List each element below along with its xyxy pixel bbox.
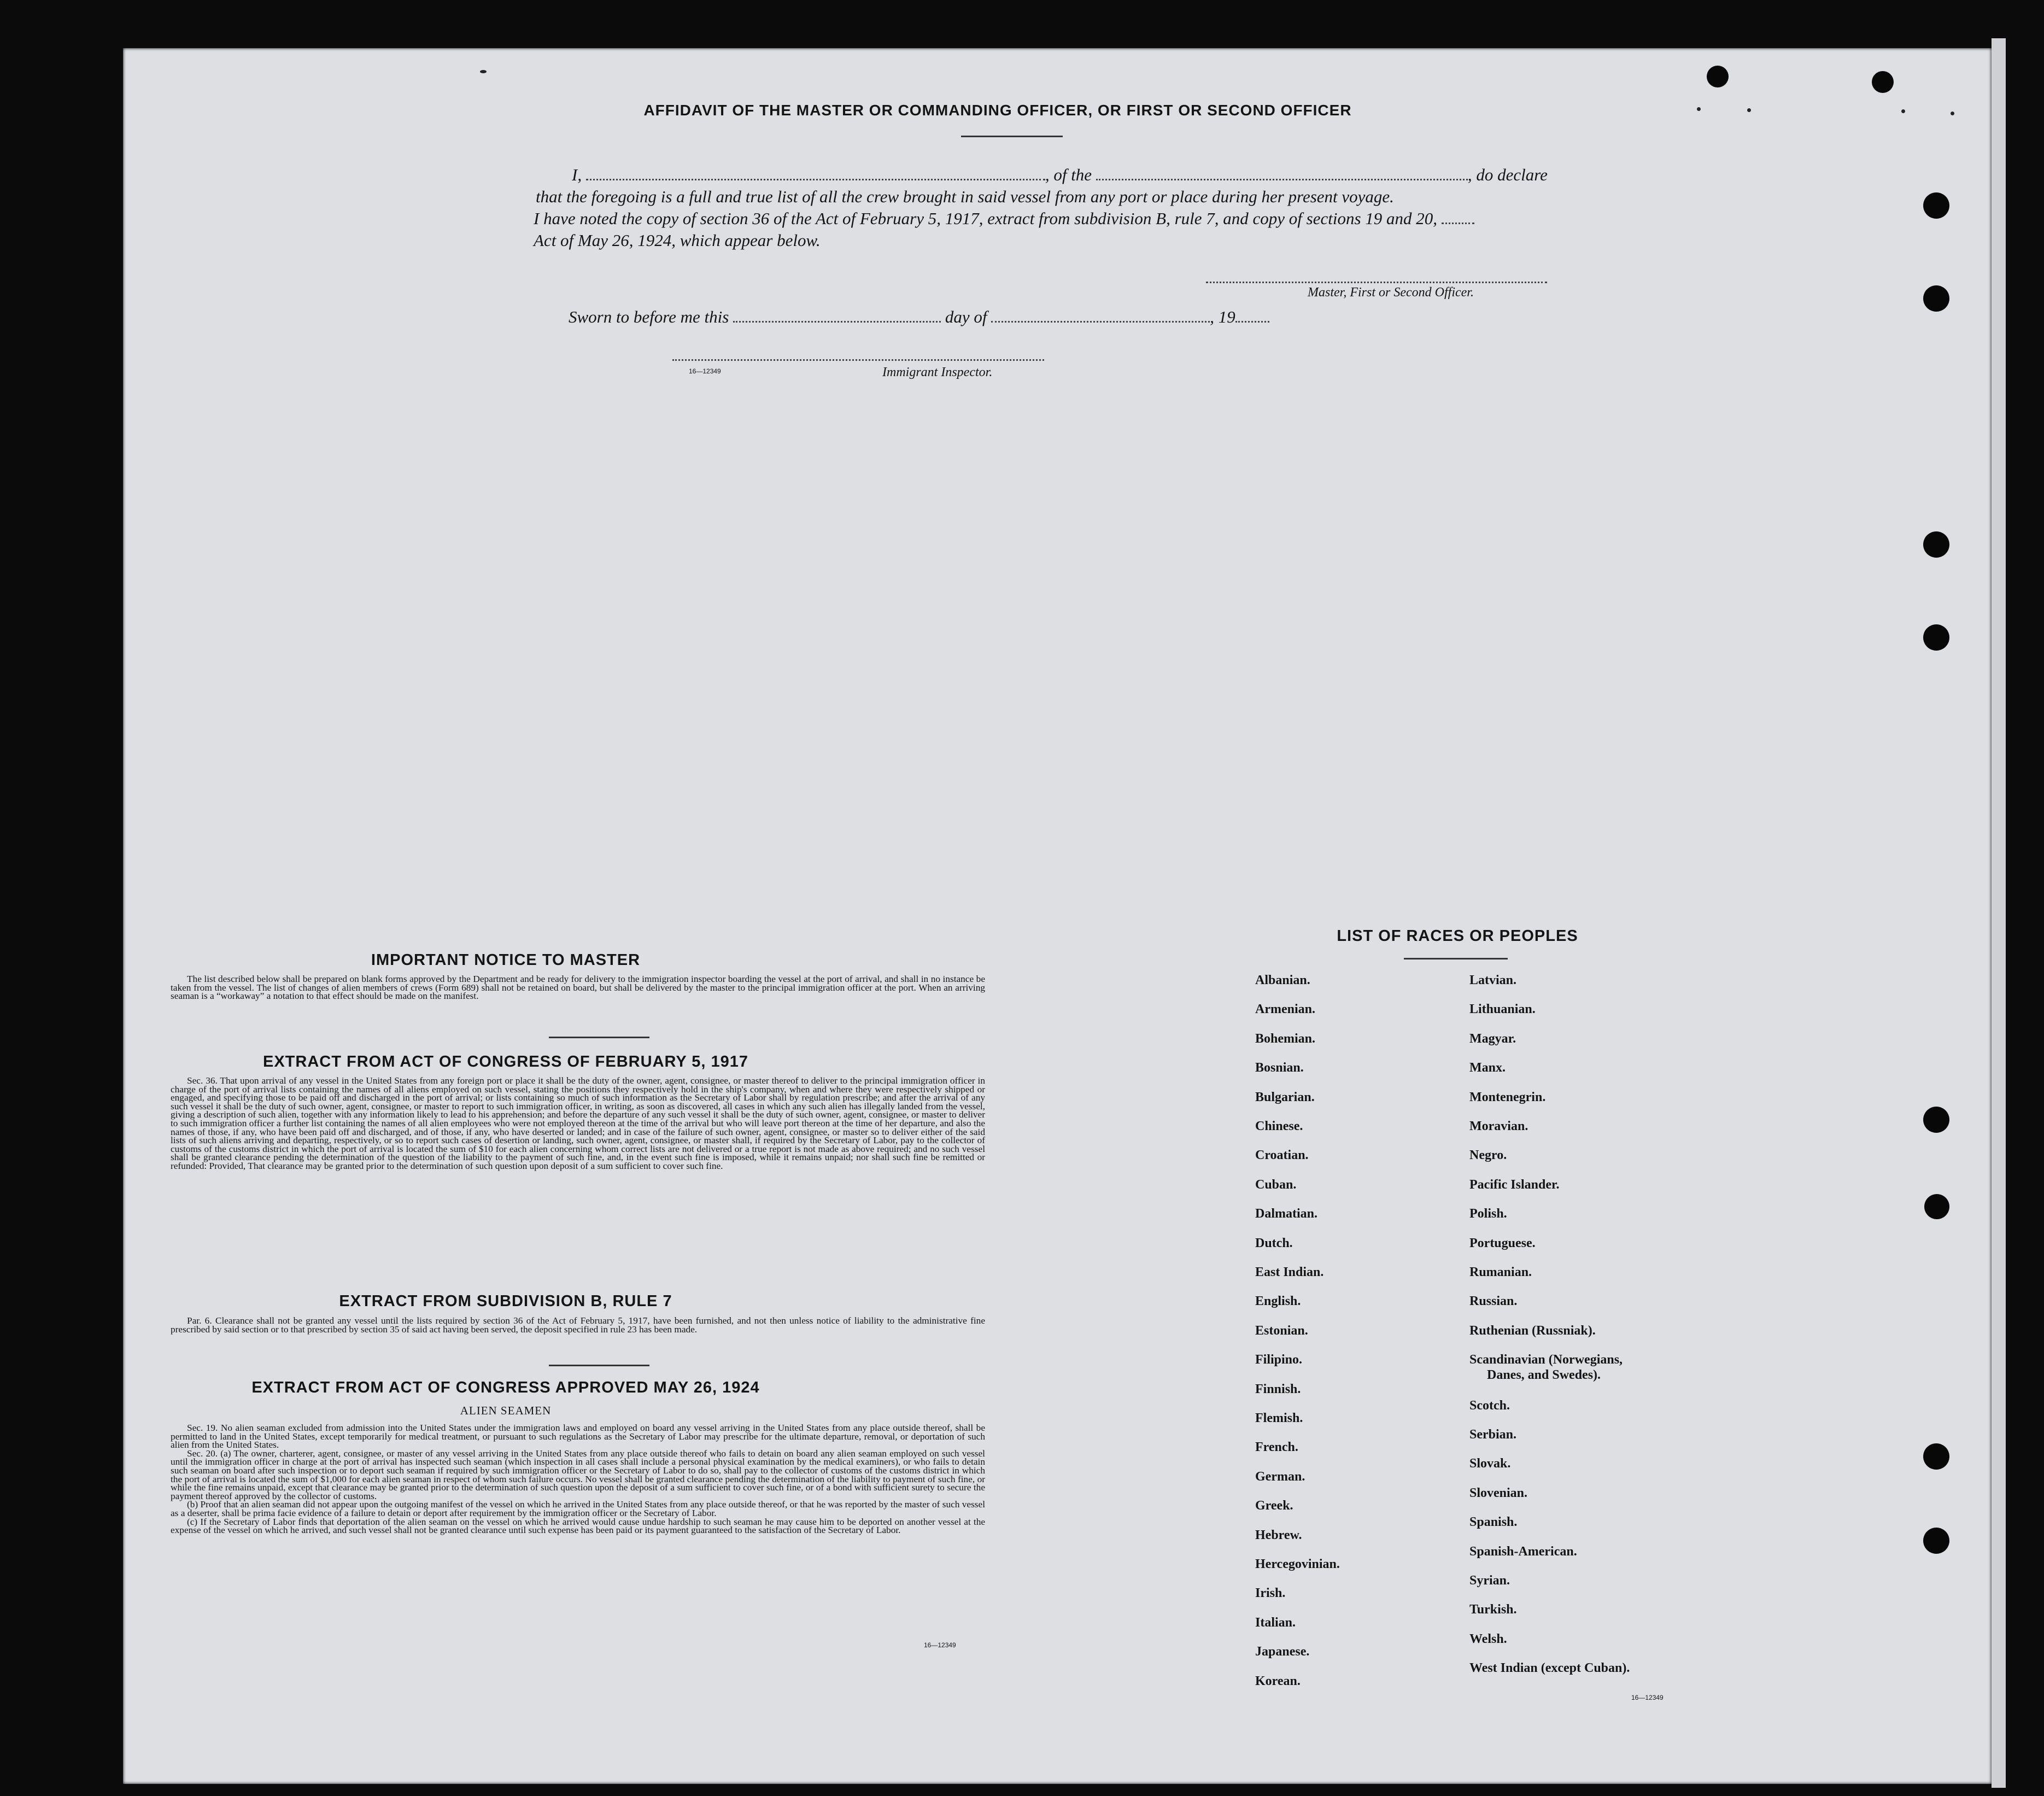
extract-1924-title: EXTRACT FROM ACT OF CONGRESS APPROVED MAY 26, 1924 — [251, 1379, 760, 1396]
section-divider — [549, 1365, 649, 1366]
inspector-signature-label: Immigrant Inspector. — [882, 365, 993, 379]
race-item: Polish. — [1469, 1207, 1507, 1221]
race-item: English. — [1255, 1294, 1301, 1309]
race-item: Bulgarian. — [1255, 1090, 1315, 1104]
race-item: Japanese. — [1255, 1645, 1310, 1659]
speck — [480, 70, 487, 73]
race-item: Negro. — [1469, 1148, 1507, 1163]
race-item: Danes, and Swedes). — [1487, 1368, 1601, 1383]
declare-label: , do declare — [1467, 165, 1548, 184]
rule-7-text — [171, 1317, 985, 1333]
punch-hole — [1923, 1528, 1949, 1554]
section-36-paragraph: Sec. 36. That upon arrival of any vessel in the United States from any foreign port or place it shall be the duty of the owner, agent, consignee, or master thereof to deliver to the principal immigration officer in charge of the port of arrival lists containing the names of all aliens employed on such vessel, stating the positions they respectively hold in the ship's company, when and where they were respectively shipped or engaged, and specifying those to be paid off and discharged in the port of arrival; or lists containing so much of such information as the Secretary of Labor shall by regulation prescribe; and after the arrival of any such vessel it shall be the duty of such owner, agent, consignee, or master to report to such immigration officer, in writing, as soon as discovered, all cases in which any such alien has illegally landed from the vessel, giving a description of such alien, together with any information likely to lead to his apprehension; and before the departure of any such vessel it shall be the duty of such owner, agent, consignee, or master to deliver to such immigration officer a further list containing the names of all alien employees who were not employed thereon at the time of the arrival but who will leave port thereon at the time of her departure, and also the names of those, if any, who have been paid off and discharged, and of those, if any, who have deserted or landed; and in case of the failure of such owner, agent, consignee, or master so to deliver either of the said lists of such aliens arriving and departing, respectively, or so to report such cases of desertion or landing, such owner, agent, consignee, or master shall, if required by the Secretary of Labor, pay to the collector of customs of the customs district in which the port of arrival is located the sum of $10 for each alien concerning whom correct lists are not delivered or a true report is not made as above required; and no such vessel shall be granted clearance pending the determination of the question of the liability to the payment of such fine, and, in the event such fine is imposed, while it remains unpaid; nor shall such fine be remitted or refunded: Provided, That clearance may be granted prior to the determination of such question upon deposit of a sum sufficient to cover such fine. — [171, 1075, 985, 1171]
race-item: Lithuanian. — [1469, 1002, 1536, 1017]
sworn-label: Sworn to before me this — [569, 307, 729, 326]
race-item: Albanian. — [1255, 973, 1310, 987]
speck — [1747, 108, 1751, 112]
race-item: Serbian. — [1469, 1428, 1517, 1442]
alien-seamen-subtitle: ALIEN SEAMEN — [460, 1404, 552, 1417]
name-blank[interactable] — [586, 178, 1045, 180]
race-item: Syrian. — [1469, 1573, 1510, 1588]
speck — [1951, 112, 1954, 115]
race-item: Irish. — [1255, 1586, 1286, 1601]
race-item: Finnish. — [1255, 1382, 1301, 1396]
form-code: 16—12349 — [1631, 1694, 1664, 1701]
race-item: Italian. — [1255, 1615, 1296, 1630]
speck — [1697, 107, 1701, 111]
sworn-day-blank[interactable] — [733, 320, 941, 323]
race-item: Hebrew. — [1255, 1528, 1302, 1542]
affidavit-title: AFFIDAVIT OF THE MASTER OR COMMANDING OFFICER, OR FIRST OR SECOND OFFICER — [643, 102, 1352, 119]
master-signature-label: Master, First or Second Officer. — [1308, 285, 1474, 300]
race-item: Spanish. — [1469, 1515, 1518, 1530]
race-item: Slovak. — [1469, 1456, 1511, 1471]
section-divider — [549, 1037, 649, 1038]
extract-1917-title: EXTRACT FROM ACT OF CONGRESS OF FEBRUARY 5, 1917 — [262, 1053, 749, 1070]
race-item: Turkish. — [1469, 1602, 1517, 1617]
punch-hole — [1707, 66, 1729, 87]
notice-paragraph: The list described below shall be prepared on blank forms approved by the Department and be ready for delivery to the immigration inspector boarding the vessel at the port of arrival, and shall in no instance be taken from the vessel. The list of changes of alien members of crews (Form 689) shall not be retained on board, but shall be delivered by the master to the principal immigration officer at the port. When an arriving seaman is a “workaway” a notation to that effect should be made on the manifest. — [171, 974, 985, 1002]
race-item: Flemish. — [1255, 1411, 1303, 1425]
race-item: Chinese. — [1255, 1119, 1303, 1133]
race-item: Armenian. — [1255, 1002, 1315, 1017]
declarant-prefix: I, — [572, 165, 582, 184]
punch-hole — [1923, 1107, 1949, 1133]
races-title: LIST OF RACES OR PEOPLES — [1337, 927, 1578, 945]
race-item: West Indian (except Cuban). — [1469, 1661, 1630, 1676]
race-item: Bohemian. — [1255, 1031, 1316, 1046]
punch-hole — [1923, 192, 1949, 219]
punch-hole — [1923, 285, 1949, 312]
section-20a-paragraph: Sec. 20. (a) The owner, charterer, agent, consignee, or master of any vessel arriving in the United States from any place outside thereof who fails to detain on board any alien seaman employed on such vessel until the immigration officer in charge at the port of arrival has inspected such seaman (which inspection in all cases shall include a personal physical examination by the medical examiners), or who fails to detain such seaman on board after such inspection or to deport such seaman if required by such immigration officer or the Secretary of Labor to do so, shall pay to the collector of customs of the customs district in which the port of arrival is located the sum of $1,000 for each alien seaman in respect of whom such failure occurs. No vessel shall be granted clearance pending the determination of the liability to payment of such fine, or while the fine remains unpaid, except that clearance may be granted prior to the determination of such question upon the deposit of a sum sufficient to cover such fine, or of a bond with sufficient surety to secure the payment thereof approved by the collector of customs. — [171, 1448, 985, 1501]
page-edge — [1992, 38, 2006, 1788]
race-item: French. — [1255, 1440, 1298, 1455]
notice-text — [171, 975, 985, 1001]
race-item: Filipino. — [1255, 1353, 1303, 1367]
rule-7-title: EXTRACT FROM SUBDIVISION B, RULE 7 — [339, 1292, 672, 1310]
affidavit-line-4: Act of May 26, 1924, which appear below. — [534, 231, 821, 250]
section-20b-paragraph: (b) Proof that an alien seaman did not appear upon the outgoing manifest of the vessel on which he arrived in the United States from any place outside thereof, or that he was reported by the master of such vessel as a deserter, shall be prima facie evidence of a failure to detain or deport after requirement by the immigration officer or the Secretary of Labor. — [171, 1499, 985, 1518]
section-20c-paragraph: (c) If the Secretary of Labor finds that deportation of the alien seaman on the vessel on which he arrived would cause undue hardship to such seaman he may cause him to be deported on another vessel at the expense of the vessel on which he arrived, and such vessel shall not be granted clearance until such expense has been paid or its payment guaranteed to the satisfaction of the Secretary of Labor. — [171, 1516, 985, 1536]
race-item: Russian. — [1469, 1294, 1518, 1309]
race-item: Estonian. — [1255, 1323, 1308, 1338]
day-of-label: day of — [945, 307, 987, 326]
race-item: Scotch. — [1469, 1398, 1510, 1413]
race-item: German. — [1255, 1469, 1305, 1484]
affidavit-line-3 — [534, 209, 1474, 229]
race-item: East Indian. — [1255, 1265, 1324, 1279]
race-item: Moravian. — [1469, 1119, 1528, 1133]
race-item: Korean. — [1255, 1674, 1301, 1688]
affidavit-line-3-text: I have noted the copy of section 36 of the Act of February 5, 1917, extract from subdivision B, rule 7, and copy of sections 19 and 20, — [534, 209, 1438, 228]
year-blank[interactable] — [1235, 320, 1269, 323]
race-item: Dalmatian. — [1255, 1207, 1317, 1221]
race-item: Dutch. — [1255, 1236, 1293, 1250]
inspector-signature-line[interactable] — [672, 359, 1044, 361]
section-19-paragraph: Sec. 19. No alien seaman excluded from admission into the United States under the immigration laws and employed on board any vessel arriving in the United States from any place outside thereof, shall be permitted to land in the United States, except temporarily for medical treatment, or pursuant to such regulations as the Secretary of Labor may prescribe for the ultimate departure, removal, or deportation of such alien from the United States. — [171, 1423, 985, 1450]
master-signature-line[interactable] — [1206, 281, 1547, 283]
race-item: Bosnian. — [1255, 1061, 1304, 1075]
sworn-line — [569, 307, 1269, 327]
of-the-label: , of the — [1045, 165, 1092, 184]
speck — [1901, 109, 1905, 113]
race-item: Cuban. — [1255, 1177, 1297, 1192]
punch-hole — [1923, 624, 1949, 651]
races-divider — [1404, 958, 1508, 960]
race-item: Welsh. — [1469, 1631, 1507, 1646]
race-item: Scandinavian (Norwegians, — [1469, 1353, 1623, 1367]
race-item: Slovenian. — [1469, 1485, 1528, 1500]
race-item: Portuguese. — [1469, 1236, 1536, 1250]
affidavit-line-1 — [572, 165, 1548, 185]
race-item: Ruthenian (Russniak). — [1469, 1323, 1596, 1338]
year-label: , 19 — [1210, 307, 1235, 326]
punch-hole — [1923, 1443, 1949, 1470]
race-item: Latvian. — [1469, 973, 1517, 987]
paragraph-6: Par. 6. Clearance shall not be granted any vessel until the lists required by section 36 of the Act of February 5, 1917, have been furnished, and not then unless notice of liability to the administrative fine prescribed by said section or to that prescribed by section 35 of said act having been served, the deposit specified in rule 23 has been made. — [171, 1315, 985, 1335]
title-divider — [961, 136, 1063, 137]
race-item: Greek. — [1255, 1499, 1293, 1513]
race-item: Hercegovinian. — [1255, 1557, 1340, 1571]
punch-hole — [1924, 1194, 1949, 1219]
race-item: Rumanian. — [1469, 1265, 1532, 1279]
race-item: Pacific Islander. — [1469, 1177, 1560, 1192]
race-item: Montenegrin. — [1469, 1090, 1546, 1104]
punch-hole — [1872, 71, 1894, 93]
extract-1917-text — [171, 1077, 985, 1171]
notice-title: IMPORTANT NOTICE TO MASTER — [371, 951, 641, 969]
race-item: Croatian. — [1255, 1148, 1309, 1163]
vessel-blank[interactable] — [1096, 178, 1468, 180]
race-item: Spanish-American. — [1469, 1544, 1577, 1559]
affidavit-line-2: that the foregoing is a full and true list of all the crew brought in said vessel from any port or place during her present voyage. — [536, 187, 1394, 206]
punch-hole — [1923, 531, 1949, 558]
form-code: 16—12349 — [924, 1641, 956, 1649]
extract-1924-text — [171, 1424, 985, 1535]
line-3-blank — [1442, 222, 1474, 224]
form-code: 16—12349 — [689, 367, 721, 375]
sworn-month-blank[interactable] — [991, 320, 1210, 323]
race-item: Magyar. — [1469, 1031, 1516, 1046]
race-item: Manx. — [1469, 1061, 1506, 1075]
